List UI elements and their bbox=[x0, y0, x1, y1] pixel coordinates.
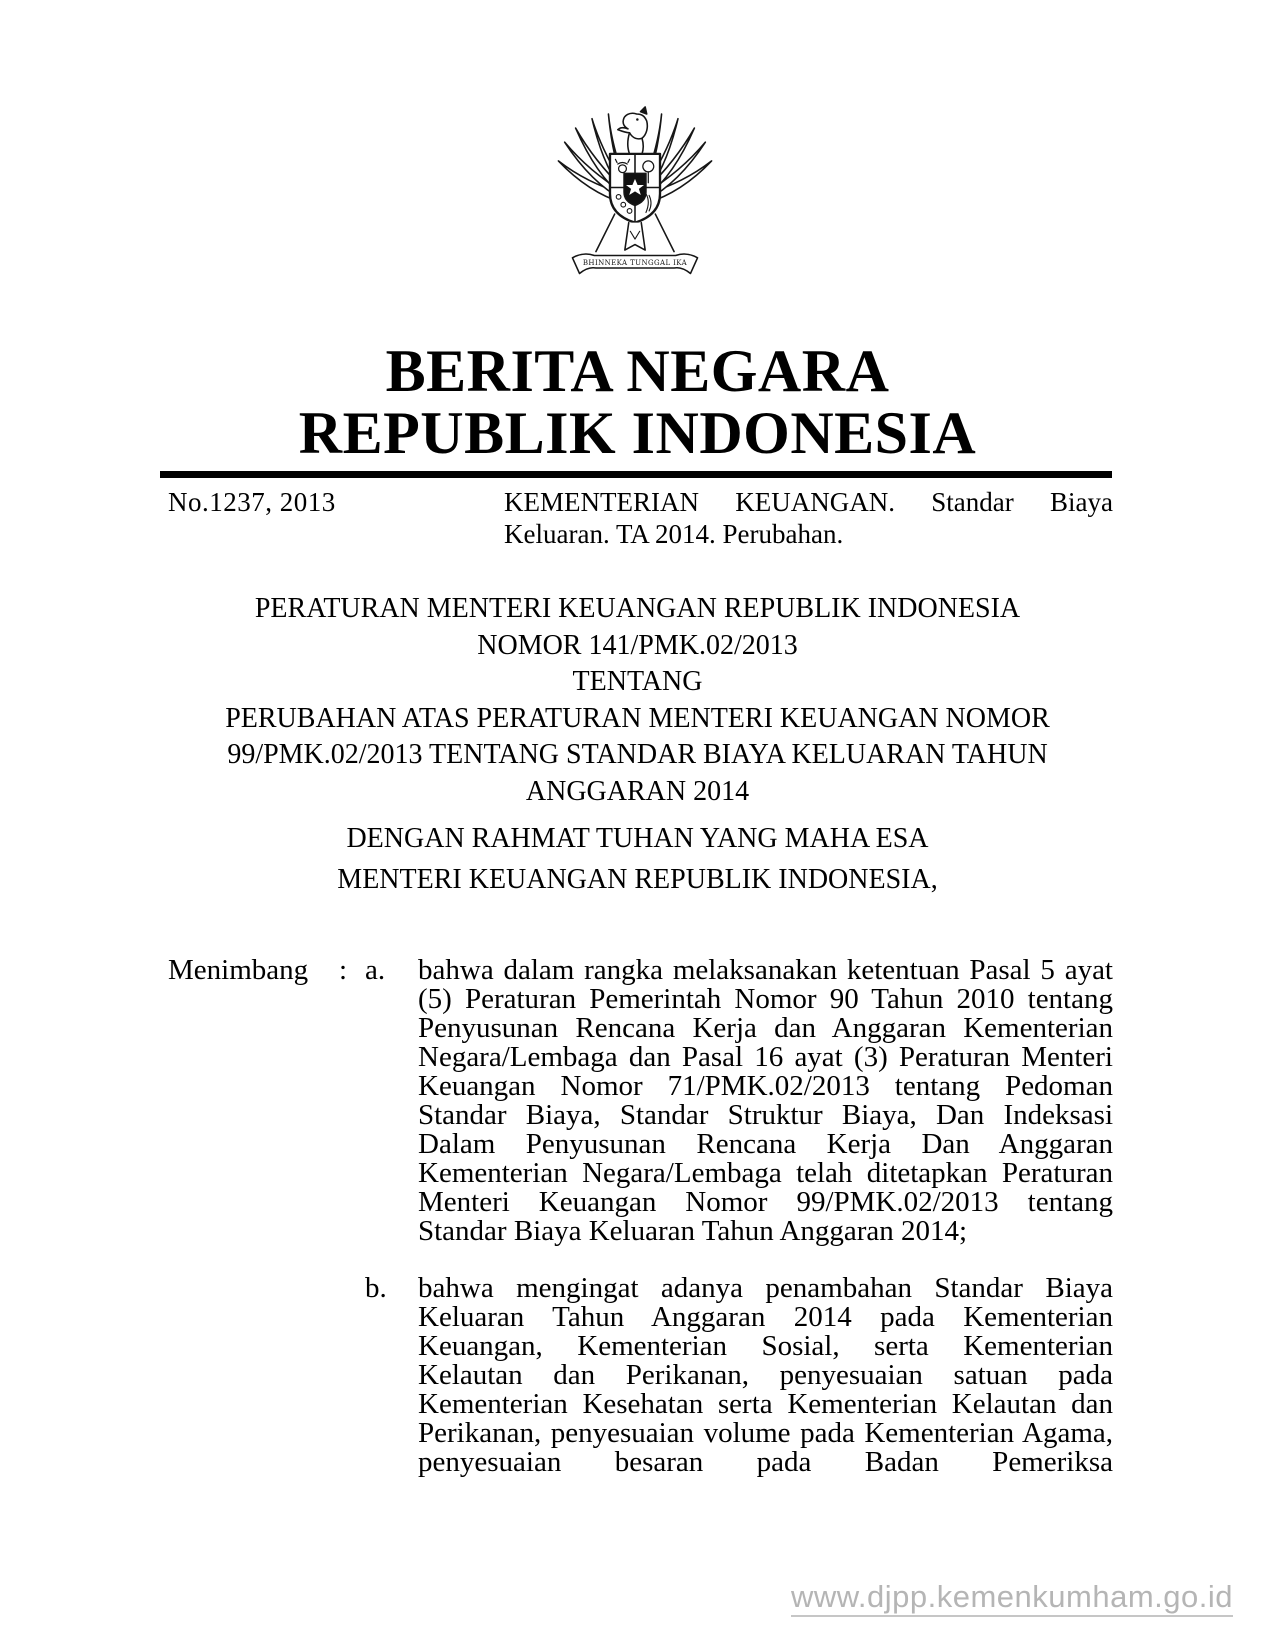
considering-section bbox=[168, 956, 1113, 1477]
emblem-motto: BHINNEKA TUNGGAL IKA bbox=[582, 257, 688, 267]
regulation-title-line-5: 99/PMK.02/2013 TENTANG STANDAR BIAYA KELUARAN TAHUN bbox=[227, 739, 1048, 770]
considering-label: Menimbang bbox=[168, 954, 309, 986]
regulation-tentang-line: TENTANG bbox=[572, 666, 703, 697]
considering-item-a-text: bahwa dalam rangka melaksanakan ketentuan Pasal 5 ayat (5) Peraturan Pemerintah Nomor 90 Tahun 2010 tentang Penyusunan Rencana Kerja dan Anggaran Kementerian Negara/Lembaga dan Pasal 16 ayat (3) Peraturan Menteri Keuangan Nomor 71/PMK.02/2013 tentang Pedoman Standar Biaya, Standar Struktur Biaya, Dan Indeksasi Dalam Penyusunan Rencana Kerja Dan Anggaran Kementerian Negara/Lembaga telah ditetapkan Peraturan Menteri Keuangan Nomor 99/PMK.02/2013 tentang Standar Biaya Keluaran Tahun Anggaran 2014; bbox=[418, 954, 1113, 1247]
invocation-line-1: DENGAN RAHMAT TUHAN YANG MAHA ESA bbox=[346, 823, 929, 854]
invocation-block bbox=[163, 818, 1112, 900]
masthead-line-1: BERITA NEGARA bbox=[385, 338, 890, 404]
considering-colon: : bbox=[339, 954, 348, 986]
regulation-number-line: NOMOR 141/PMK.02/2013 bbox=[477, 629, 798, 661]
regulation-title-line-6: ANGGARAN 2014 bbox=[525, 775, 750, 807]
masthead-rule bbox=[160, 471, 1112, 478]
considering-item-a-marker: a. bbox=[365, 954, 386, 986]
masthead-line-2: REPUBLIK INDONESIA bbox=[298, 400, 977, 466]
considering-item-b-text: bahwa mengingat adanya penambahan Standar Biaya Keluaran Tahun Anggaran 2014 pada Kementerian Keuangan, Kementerian Sosial, serta Kementerian Kelautan dan Perikanan, penyesuaian satuan pada Kementerian Kesehatan serta Kementerian Kelautan dan Perikanan, penyesuaian volume pada Kementerian Agama, penyesuaian besaran pada Badan Pemeriksa bbox=[418, 1272, 1113, 1478]
watermark-url: www.djpp.kemenkumham.go.id bbox=[791, 1581, 1233, 1617]
invocation-line-2: MENTERI KEUANGAN REPUBLIK INDONESIA, bbox=[337, 864, 938, 895]
regulation-title-line-1: PERATURAN MENTERI KEUANGAN REPUBLIK INDONESIA bbox=[254, 593, 1021, 624]
considering-colon-spacer bbox=[339, 1274, 365, 1477]
regulation-title-block bbox=[163, 591, 1112, 810]
regulation-title-line-4: PERUBAHAN ATAS PERATURAN MENTERI KEUANGAN NOMOR bbox=[225, 702, 1050, 734]
masthead-title bbox=[163, 340, 1112, 464]
considering-label-spacer bbox=[168, 1274, 339, 1477]
gazette-subject: KEMENTERIAN KEUANGAN. Standar Biaya Keluaran. TA 2014. Perubahan. bbox=[504, 487, 1113, 549]
considering-item-b-marker: b. bbox=[365, 1272, 387, 1304]
garuda-pancasila-icon bbox=[549, 104, 721, 296]
gazette-number: No.1237, 2013 bbox=[168, 487, 336, 517]
